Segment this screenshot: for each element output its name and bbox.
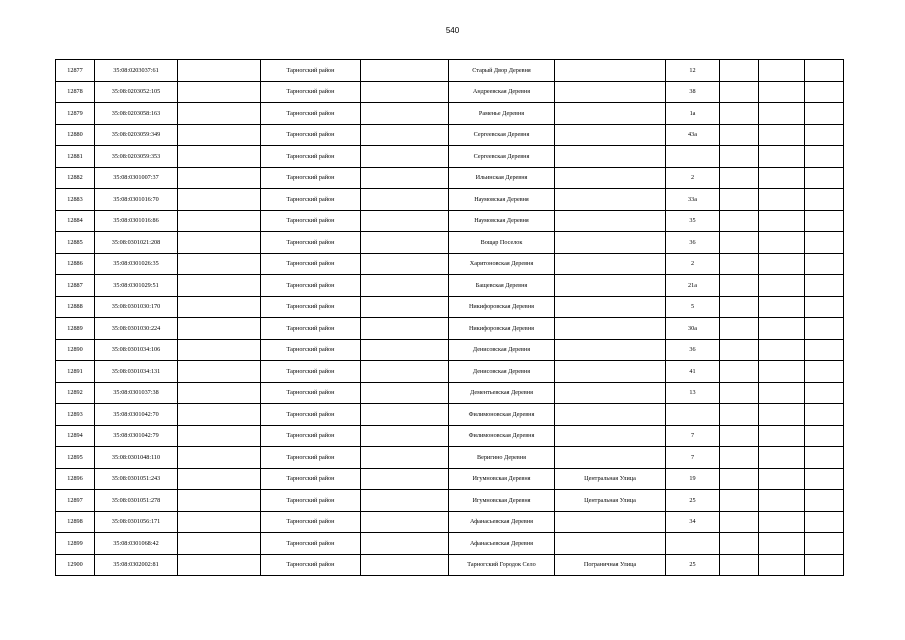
district-cell: Тарногский район [261,253,361,275]
house-number-cell: 36 [666,339,720,361]
blank-cell-c [720,60,759,82]
house-number-cell: 25 [666,490,720,512]
street-cell [555,511,666,533]
blank-cell-a [178,210,261,232]
house-number-cell: 2 [666,253,720,275]
blank-cell-a [178,60,261,82]
district-cell: Тарногский район [261,60,361,82]
district-cell: Тарногский район [261,81,361,103]
blank-cell-a [178,167,261,189]
street-cell: Центральная Улица [555,490,666,512]
cadastral-number-cell: 35:08:0203059:353 [95,146,178,168]
blank-cell-e [805,404,844,426]
blank-cell-e [805,81,844,103]
blank-cell-e [805,146,844,168]
blank-cell-d [759,167,805,189]
blank-cell-d [759,232,805,254]
house-number-cell: 25 [666,554,720,576]
blank-cell-e [805,124,844,146]
table-row [56,318,844,340]
blank-cell-d [759,554,805,576]
street-cell [555,296,666,318]
table-row [56,189,844,211]
district-cell: Тарногский район [261,511,361,533]
table-row [56,511,844,533]
blank-cell-d [759,490,805,512]
blank-cell-e [805,189,844,211]
blank-cell-b [361,210,449,232]
street-cell [555,253,666,275]
district-cell: Тарногский район [261,447,361,469]
district-cell: Тарногский район [261,382,361,404]
blank-cell-a [178,318,261,340]
blank-cell-c [720,232,759,254]
settlement-cell: Денисовская Деревня [449,361,555,383]
blank-cell-a [178,554,261,576]
blank-cell-c [720,447,759,469]
house-number-cell [666,404,720,426]
blank-cell-b [361,253,449,275]
blank-cell-e [805,167,844,189]
table-row [56,468,844,490]
blank-cell-c [720,103,759,125]
cadastral-number-cell: 35:08:0301026:35 [95,253,178,275]
district-cell: Тарногский район [261,103,361,125]
row-number-cell: 12881 [56,146,95,168]
row-number-cell: 12882 [56,167,95,189]
blank-cell-c [720,146,759,168]
blank-cell-b [361,275,449,297]
row-number-cell: 12900 [56,554,95,576]
row-number-cell: 12895 [56,447,95,469]
blank-cell-b [361,447,449,469]
cadastral-number-cell: 35:08:0301030:170 [95,296,178,318]
row-number-cell: 12891 [56,361,95,383]
house-number-cell: 12 [666,60,720,82]
row-number-cell: 12877 [56,60,95,82]
house-number-cell: 13 [666,382,720,404]
street-cell [555,339,666,361]
district-cell: Тарногский район [261,425,361,447]
blank-cell-d [759,404,805,426]
cadastral-number-cell: 35:08:0301034:106 [95,339,178,361]
district-cell: Тарногский район [261,554,361,576]
cadastral-number-cell: 35:08:0301056:171 [95,511,178,533]
table-row [56,210,844,232]
street-cell: Центральная Улица [555,468,666,490]
blank-cell-b [361,124,449,146]
house-number-cell: 5 [666,296,720,318]
blank-cell-a [178,275,261,297]
blank-cell-e [805,275,844,297]
cadastral-number-cell: 35:08:0301034:131 [95,361,178,383]
row-number-cell: 12892 [56,382,95,404]
blank-cell-a [178,533,261,555]
street-cell [555,60,666,82]
blank-cell-e [805,361,844,383]
blank-cell-a [178,103,261,125]
street-cell [555,404,666,426]
row-number-cell: 12880 [56,124,95,146]
blank-cell-d [759,511,805,533]
table-row [56,146,844,168]
street-cell [555,124,666,146]
blank-cell-b [361,511,449,533]
street-cell [555,275,666,297]
blank-cell-e [805,318,844,340]
table-row [56,232,844,254]
row-number-cell: 12890 [56,339,95,361]
blank-cell-c [720,511,759,533]
blank-cell-e [805,382,844,404]
blank-cell-c [720,339,759,361]
blank-cell-b [361,103,449,125]
blank-cell-d [759,425,805,447]
cadastral-number-cell: 35:08:0301068:42 [95,533,178,555]
blank-cell-d [759,103,805,125]
street-cell [555,318,666,340]
district-cell: Тарногский район [261,318,361,340]
table-row [56,554,844,576]
district-cell: Тарногский район [261,468,361,490]
house-number-cell: 7 [666,425,720,447]
blank-cell-c [720,275,759,297]
house-number-cell: 1а [666,103,720,125]
blank-cell-a [178,511,261,533]
blank-cell-e [805,296,844,318]
row-number-cell: 12886 [56,253,95,275]
settlement-cell: Веригино Деревня [449,447,555,469]
blank-cell-c [720,533,759,555]
blank-cell-a [178,296,261,318]
blank-cell-e [805,468,844,490]
row-number-cell: 12878 [56,81,95,103]
cadastral-number-cell: 35:08:0302002:81 [95,554,178,576]
blank-cell-d [759,124,805,146]
settlement-cell: Старый Двор Деревня [449,60,555,82]
cadastral-number-cell: 35:08:0203037:61 [95,60,178,82]
table-row [56,60,844,82]
settlement-cell: Бащевская Деревня [449,275,555,297]
table-row [56,382,844,404]
blank-cell-b [361,232,449,254]
blank-cell-a [178,468,261,490]
blank-cell-c [720,554,759,576]
house-number-cell: 33а [666,189,720,211]
table-row [56,124,844,146]
cadastral-number-cell: 35:08:0301016:70 [95,189,178,211]
district-cell: Тарногский район [261,189,361,211]
settlement-cell: Афанасьевская Деревня [449,533,555,555]
blank-cell-e [805,511,844,533]
page-number: 540 [445,26,460,35]
row-number-cell: 12884 [56,210,95,232]
house-number-cell: 41 [666,361,720,383]
row-number-cell: 12898 [56,511,95,533]
cadastral-number-cell: 35:08:0203058:163 [95,103,178,125]
district-cell: Тарногский район [261,275,361,297]
blank-cell-a [178,146,261,168]
row-number-cell: 12879 [56,103,95,125]
cadastral-number-cell: 35:08:0301030:224 [95,318,178,340]
table-row [56,425,844,447]
blank-cell-b [361,361,449,383]
blank-cell-c [720,425,759,447]
settlement-cell: Харитоновская Деревня [449,253,555,275]
blank-cell-d [759,81,805,103]
district-cell: Тарногский район [261,361,361,383]
row-number-cell: 12899 [56,533,95,555]
house-number-cell: 38 [666,81,720,103]
blank-cell-d [759,361,805,383]
street-cell [555,189,666,211]
table-row [56,533,844,555]
blank-cell-c [720,124,759,146]
blank-cell-b [361,468,449,490]
district-cell: Тарногский район [261,232,361,254]
house-number-cell: 19 [666,468,720,490]
blank-cell-e [805,103,844,125]
blank-cell-a [178,81,261,103]
table-body [56,60,844,576]
blank-cell-d [759,189,805,211]
settlement-cell: Дементьевская Деревня [449,382,555,404]
table-row [56,296,844,318]
settlement-cell: Наумовская Деревня [449,189,555,211]
blank-cell-b [361,146,449,168]
blank-cell-e [805,490,844,512]
cadastral-number-cell: 35:08:0203059:349 [95,124,178,146]
row-number-cell: 12885 [56,232,95,254]
blank-cell-a [178,361,261,383]
district-cell: Тарногский район [261,167,361,189]
blank-cell-b [361,189,449,211]
blank-cell-c [720,404,759,426]
blank-cell-c [720,296,759,318]
street-cell [555,447,666,469]
house-number-cell [666,146,720,168]
cadastral-number-cell: 35:08:0301042:70 [95,404,178,426]
house-number-cell: 35 [666,210,720,232]
house-number-cell: 30а [666,318,720,340]
district-cell: Тарногский район [261,124,361,146]
house-number-cell [666,533,720,555]
street-cell [555,167,666,189]
cadastral-number-cell: 35:08:0301051:243 [95,468,178,490]
blank-cell-b [361,318,449,340]
blank-cell-e [805,253,844,275]
blank-cell-c [720,81,759,103]
blank-cell-d [759,146,805,168]
district-cell: Тарногский район [261,490,361,512]
district-cell: Тарногский район [261,533,361,555]
street-cell [555,210,666,232]
house-number-cell: 43а [666,124,720,146]
blank-cell-d [759,339,805,361]
blank-cell-b [361,425,449,447]
house-number-cell: 34 [666,511,720,533]
blank-cell-b [361,296,449,318]
cadastral-number-cell: 35:08:0301016:86 [95,210,178,232]
cadastral-number-cell: 35:08:0301048:110 [95,447,178,469]
settlement-cell: Вощар Поселок [449,232,555,254]
street-cell [555,232,666,254]
settlement-cell: Игумновская Деревня [449,490,555,512]
cadastral-number-cell: 35:08:0301007:37 [95,167,178,189]
table-row [56,404,844,426]
district-cell: Тарногский район [261,210,361,232]
blank-cell-e [805,447,844,469]
cadastral-number-cell: 35:08:0301037:38 [95,382,178,404]
settlement-cell: Наумовская Деревня [449,210,555,232]
blank-cell-e [805,210,844,232]
blank-cell-b [361,404,449,426]
blank-cell-e [805,554,844,576]
settlement-cell: Ильинская Деревня [449,167,555,189]
street-cell [555,533,666,555]
registry-table [55,59,844,576]
house-number-cell: 21а [666,275,720,297]
blank-cell-b [361,533,449,555]
street-cell [555,146,666,168]
settlement-cell: Никифоровская Деревня [449,318,555,340]
settlement-cell: Сергеевская Деревня [449,124,555,146]
blank-cell-c [720,253,759,275]
district-cell: Тарногский район [261,404,361,426]
street-cell: Пограничная Улица [555,554,666,576]
settlement-cell: Раменье Деревня [449,103,555,125]
blank-cell-d [759,275,805,297]
blank-cell-c [720,490,759,512]
blank-cell-a [178,253,261,275]
street-cell [555,81,666,103]
settlement-cell: Сергеевская Деревня [449,146,555,168]
blank-cell-a [178,232,261,254]
street-cell [555,103,666,125]
blank-cell-c [720,167,759,189]
cadastral-number-cell: 35:08:0301042:79 [95,425,178,447]
table-row [56,253,844,275]
blank-cell-a [178,404,261,426]
row-number-cell: 12883 [56,189,95,211]
blank-cell-a [178,447,261,469]
cadastral-number-cell: 35:08:0203052:105 [95,81,178,103]
settlement-cell: Тарногский Городок Село [449,554,555,576]
blank-cell-d [759,296,805,318]
blank-cell-c [720,318,759,340]
blank-cell-e [805,60,844,82]
blank-cell-e [805,425,844,447]
blank-cell-d [759,253,805,275]
table-row [56,167,844,189]
settlement-cell: Никифоровская Деревня [449,296,555,318]
settlement-cell: Филимоновская Деревня [449,404,555,426]
blank-cell-d [759,533,805,555]
blank-cell-a [178,339,261,361]
blank-cell-b [361,339,449,361]
settlement-cell: Филимоновская Деревня [449,425,555,447]
house-number-cell: 36 [666,232,720,254]
blank-cell-e [805,339,844,361]
cadastral-number-cell: 35:08:0301051:278 [95,490,178,512]
blank-cell-b [361,554,449,576]
blank-cell-d [759,318,805,340]
house-number-cell: 7 [666,447,720,469]
district-cell: Тарногский район [261,339,361,361]
street-cell [555,361,666,383]
blank-cell-b [361,490,449,512]
row-number-cell: 12889 [56,318,95,340]
blank-cell-d [759,447,805,469]
cadastral-number-cell: 35:08:0301021:208 [95,232,178,254]
row-number-cell: 12888 [56,296,95,318]
settlement-cell: Игумновская Деревня [449,468,555,490]
table-row [56,490,844,512]
blank-cell-c [720,189,759,211]
blank-cell-b [361,382,449,404]
blank-cell-e [805,533,844,555]
blank-cell-a [178,189,261,211]
blank-cell-c [720,382,759,404]
blank-cell-b [361,60,449,82]
street-cell [555,382,666,404]
row-number-cell: 12894 [56,425,95,447]
settlement-cell: Денисовская Деревня [449,339,555,361]
row-number-cell: 12896 [56,468,95,490]
blank-cell-e [805,232,844,254]
blank-cell-c [720,210,759,232]
table-row [56,81,844,103]
cadastral-number-cell: 35:08:0301029:51 [95,275,178,297]
blank-cell-c [720,468,759,490]
blank-cell-a [178,382,261,404]
row-number-cell: 12893 [56,404,95,426]
table-row [56,447,844,469]
blank-cell-a [178,124,261,146]
table-row [56,361,844,383]
blank-cell-d [759,210,805,232]
district-cell: Тарногский район [261,296,361,318]
house-number-cell: 2 [666,167,720,189]
settlement-cell: Афанасьевская Деревня [449,511,555,533]
street-cell [555,425,666,447]
table-row [56,275,844,297]
blank-cell-a [178,425,261,447]
blank-cell-d [759,468,805,490]
blank-cell-d [759,60,805,82]
blank-cell-b [361,167,449,189]
row-number-cell: 12897 [56,490,95,512]
blank-cell-c [720,361,759,383]
settlement-cell: Андреевская Деревня [449,81,555,103]
blank-cell-a [178,490,261,512]
blank-cell-b [361,81,449,103]
table-row [56,103,844,125]
blank-cell-d [759,382,805,404]
table-row [56,339,844,361]
row-number-cell: 12887 [56,275,95,297]
district-cell: Тарногский район [261,146,361,168]
